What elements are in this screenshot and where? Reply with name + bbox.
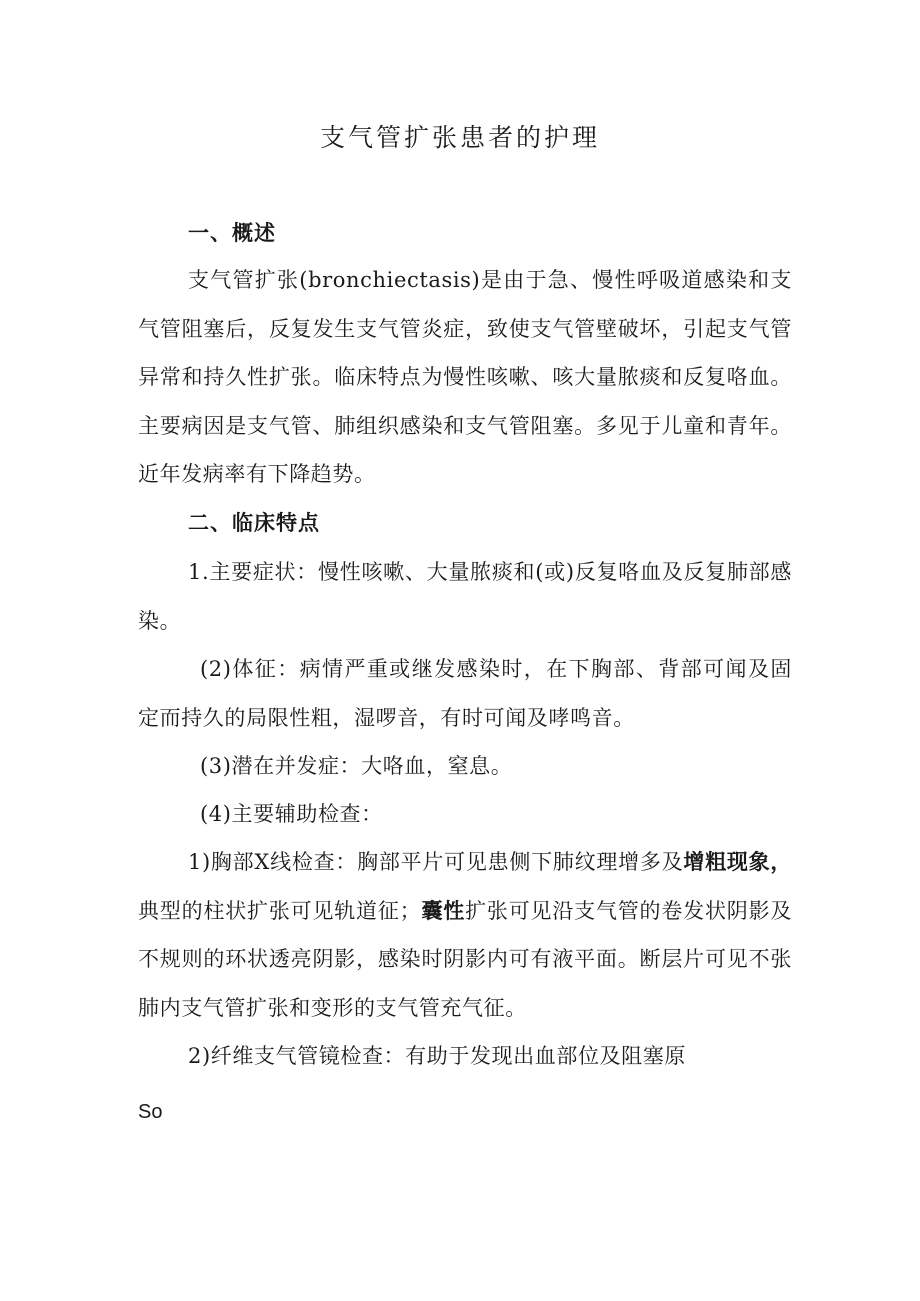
section-heading-clinical: 二、临床特点 [188, 511, 320, 535]
page-title: 支气管扩张患者的护理 [319, 123, 600, 152]
xray-bold-1: 增粗现象， [683, 850, 792, 874]
bronchoscopy-paragraph: 2)纤维支气管镜检查：有助于发现出血部位及阻塞原 [188, 1044, 686, 1068]
xray-text-2: 典型的柱状扩张可见轨道征； [138, 898, 422, 923]
signs-paragraph: (2)体征：病情严重或继发感染时，在下胸部、背部可闻及固定而持久的局限性粗，湿啰音，有时可闻及哮鸣音。 [138, 657, 792, 730]
xray-text-1: 1)胸部X线检查：胸部平片可见患侧下肺纹理增多及 [188, 850, 684, 874]
symptoms-paragraph: 1.主要症状：慢性咳嗽、大量脓痰和(或)反复咯血及反复肺部感染。 [138, 560, 792, 633]
xray-bold-2: 囊性 [421, 898, 466, 923]
complications-paragraph: (3)潜在并发症：大咯血，窒息。 [200, 754, 513, 778]
xray-paragraph [138, 838, 792, 1032]
footer-text: So [138, 1101, 163, 1123]
overview-paragraph: 支气管扩张(bronchiectasis)是由于急、慢性呼吸道感染和支气管阻塞后，反复发生支气管炎症，致使支气管壁破坏，引起支气管异常和持久性扩张。临床特点为慢性咳嗽、咳大量脓痰和反复咯血。主要病因是支气管、肺组织感染和支气管阻塞。多见于儿童和青年。近年发病率有下降趋势。 [138, 268, 792, 486]
exams-paragraph: (4)主要辅助检查： [200, 802, 383, 826]
xray-text-3: 扩张可见沿支气管的卷发状阴影及不规则的环状透亮阴影，感染时阴影内可有液平面。断层片可见不张肺内支气管扩张和变形的支气管充气征。 [138, 898, 792, 1020]
section-heading-overview: 一、概述 [188, 221, 276, 245]
